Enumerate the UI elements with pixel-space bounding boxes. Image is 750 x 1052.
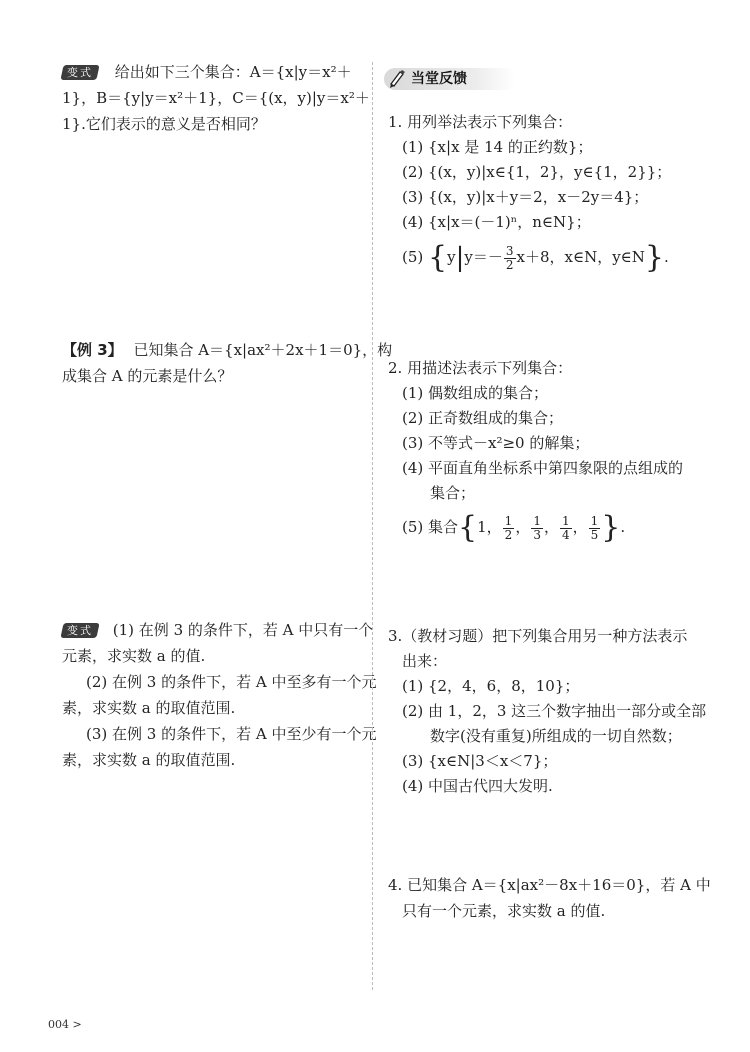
variant-2-line-1: 变式 (1) 在例 3 的条件下，若 A 中只有一个 [62, 619, 373, 641]
example-3-line-2: 成集合 A 的元素是什么？ [62, 367, 233, 385]
vertical-bar: | [455, 243, 465, 273]
variant-badge: 变式 [60, 623, 99, 638]
fraction: $\frac{1}{2}$ [504, 513, 513, 542]
fraction: $\frac{1}{5}$ [590, 513, 599, 542]
q2-item-4b: 集合； [430, 484, 476, 502]
variant-badge: 变式 [60, 65, 99, 80]
q3-item-3: (3) {x∈N|3＜x＜7}； [402, 752, 558, 770]
q3-item-1: (1) {2，4，6，8，10}； [402, 677, 580, 695]
column-divider [372, 62, 373, 990]
example-tag: 【例 3】 [62, 341, 123, 359]
variant-2-line-6: 素，求实数 a 的取值范围. [62, 751, 236, 769]
left-brace: { [458, 510, 478, 545]
example-3-line-1: 【例 3】 已知集合 A＝{x|ax²＋2x＋1＝0}，构 [62, 341, 393, 359]
q2-item-4a: (4) 平面直角坐标系中第四象限的点组成的 [402, 459, 684, 477]
q4-line-2: 只有一个元素，求实数 a 的值. [402, 902, 606, 920]
variant-1-line-3: 1}.它们表示的意义是否相同？ [62, 115, 266, 133]
feedback-title: 当堂反馈 [411, 71, 467, 87]
fraction: $\frac{1}{4}$ [561, 513, 570, 542]
q2-title: 2. 用描述法表示下列集合： [388, 359, 573, 377]
q1-item-3: (3) {(x，y)|x＋y＝2，x－2y＝4}； [402, 188, 649, 206]
q1-item-2: (2) {(x，y)|x∈{1，2}，y∈{1，2}}； [402, 163, 672, 181]
feedback-header [384, 68, 514, 90]
q1-item-5: (5) {y|y＝－ $\frac{3}{2}$ x＋8，x∈N，y∈N}. [402, 240, 669, 275]
q1-item-4: (4) {x|x＝(－1)ⁿ，n∈N}； [402, 213, 591, 231]
q3-item-4: (4) 中国古代四大发明. [402, 777, 553, 795]
q3-item-2b: 数字(没有重复)所组成的一切自然数； [430, 727, 682, 745]
q1-title: 1. 用列举法表示下列集合： [388, 113, 573, 131]
variant-2-line-3: (2) 在例 3 的条件下，若 A 中至多有一个元 [86, 673, 377, 691]
variant-2-line-2: 元素，求实数 a 的值. [62, 647, 206, 665]
q2-item-1: (1) 偶数组成的集合； [402, 384, 549, 402]
right-brace: } [601, 510, 621, 545]
fraction: $\frac{3}{2}$ [505, 243, 514, 272]
page-number: 004 > [48, 1018, 82, 1031]
variant-2-line-4: 素，求实数 a 的取值范围. [62, 699, 236, 717]
pencil-icon [388, 69, 408, 89]
variant-1-line-1: 变式 给出如下三个集合：A＝{x|y＝x²＋ [62, 61, 352, 83]
q3-title: 3.（教材习题）把下列集合用另一种方法表示 [388, 627, 688, 645]
right-brace: } [644, 240, 664, 275]
q3-title-2: 出来： [402, 652, 448, 670]
q2-item-2: (2) 正奇数组成的集合； [402, 409, 564, 427]
q4-line-1: 4. 已知集合 A＝{x|ax²－8x＋16＝0}，若 A 中 [388, 876, 711, 894]
q2-item-3: (3) 不等式－x²≥0 的解集； [402, 434, 590, 452]
fraction: $\frac{1}{3}$ [533, 513, 541, 542]
q1-item-1: (1) {x|x 是 14 的正约数}； [402, 138, 593, 156]
q3-item-2a: (2) 由 1，2，3 这三个数字抽出一部分或全部 [402, 702, 707, 720]
left-brace: { [428, 240, 448, 275]
variant-2-line-5: (3) 在例 3 的条件下，若 A 中至少有一个元 [86, 725, 377, 743]
variant-1-line-2: 1}，B＝{y|y＝x²＋1}，C＝{(x，y)|y＝x²＋ [62, 89, 370, 107]
q2-item-5: (5) 集合{1， $\frac{1}{2}$ ， $\frac{1}{3}$ ， $\frac{1}{4}$ ， $\frac{1}{5}$ }. [402, 510, 626, 545]
